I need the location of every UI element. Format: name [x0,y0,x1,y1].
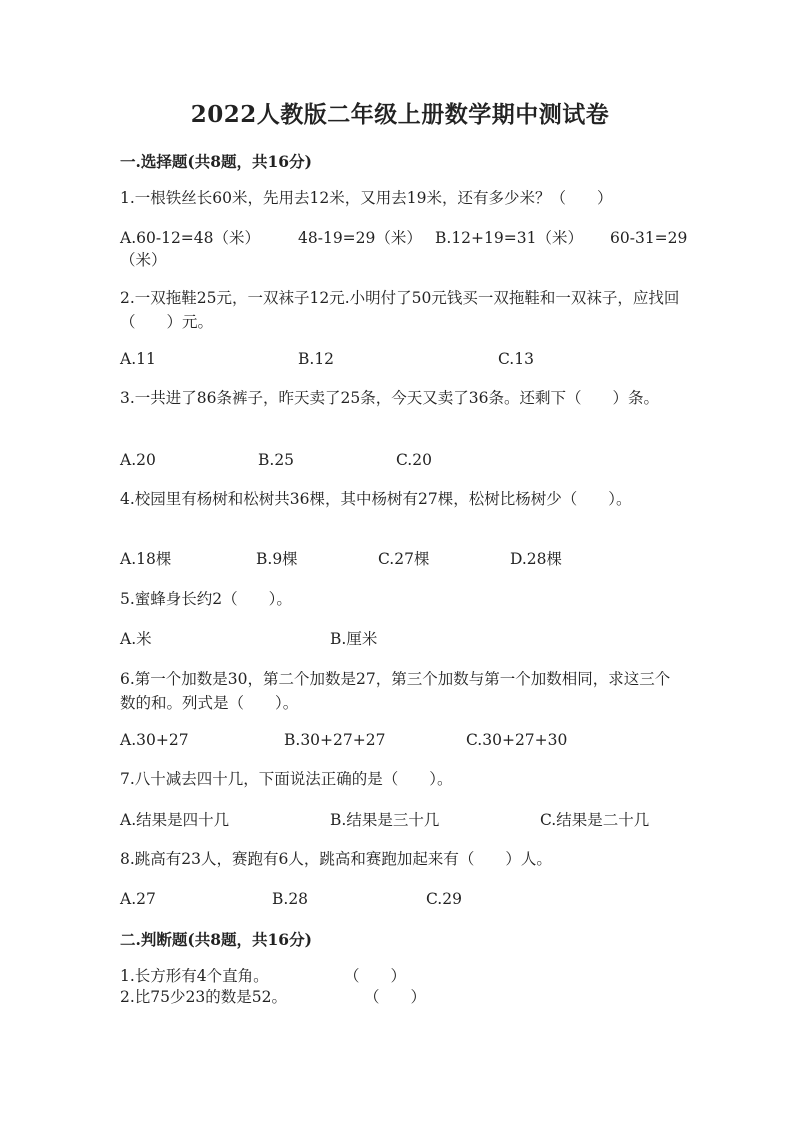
option-a: A.60-12=48（米） [120,229,261,247]
tf-item-2 [120,987,427,1007]
question-1-options [120,226,690,274]
option-c: C.30+27+30 [466,731,568,749]
tf-item-text: 1.长方形有4个直角。 [120,967,269,985]
option-c: C.27棵 [378,550,430,568]
option-c: C.13 [498,350,534,368]
option-b: B.25 [258,451,295,469]
option-b: B.厘米 [330,630,378,648]
option-a: A.30+27 [120,731,189,749]
page-title: 2022人教版二年级上册数学期中测试卷 [190,101,610,128]
option-c: C.20 [396,451,432,469]
option-b: B.12+19=31（米） [435,229,583,247]
option-b: B.结果是三十几 [330,811,440,829]
question-7: 7.八十减去四十几，下面说法正确的是（ ）。 [120,770,453,788]
question-3: 3.一共进了86条裤子，昨天卖了25条，今天又卖了36条。还剩下（ ）条。 [120,389,659,407]
section-heading-true-false: 二.判断题(共8题，共16分) [120,930,312,949]
question-4: 4.校园里有杨树和松树共36棵，其中杨树有27棵，松树比杨树少（ ）。 [120,490,632,508]
option-a: A.11 [120,350,156,368]
option-d: D.28棵 [510,550,563,568]
answer-blank: （ ） [344,967,407,985]
tf-item-1 [120,966,407,986]
option-a: A.20 [120,451,156,469]
option-b: B.12 [298,350,335,368]
question-8: 8.跳高有23人，赛跑有6人，跳高和赛跑加起来有（ ）人。 [120,850,552,868]
tf-item-text: 2.比75少23的数是52。 [120,988,287,1006]
option-a-step2: 48-19=29（米） [298,229,422,247]
question-2: 2.一双拖鞋25元，一双袜子12元.小明付了50元钱买一双拖鞋和一双袜子，应找回（ ）元。 [120,289,680,331]
question-5: 5.蜜蜂身长约2（ ）。 [120,590,292,608]
option-b: B.28 [272,890,309,908]
question-6: 6.第一个加数是30，第二个加数是27，第三个加数与第一个加数相同，求这三个数的和。列式是（ ）。 [120,670,671,712]
question-1: 1.一根铁丝长60米，先用去12米，又用去19米，还有多少米？（ ） [120,189,613,207]
option-a: A.27 [120,890,156,908]
answer-blank: （ ） [364,988,427,1006]
option-a: A.米 [120,630,152,648]
option-b-step2: 60-31=29 [610,229,688,247]
option-c: C.29 [426,890,462,908]
option-a: A.结果是四十几 [120,811,230,829]
option-c: C.结果是二十几 [540,811,650,829]
section-heading-choice: 一.选择题(共8题，共16分) [120,152,312,171]
option-a: A.18棵 [120,550,172,568]
option-b: B.30+27+27 [284,731,386,749]
option-b-step2-unit: （米） [120,251,167,269]
option-b: B.9棵 [256,550,298,568]
